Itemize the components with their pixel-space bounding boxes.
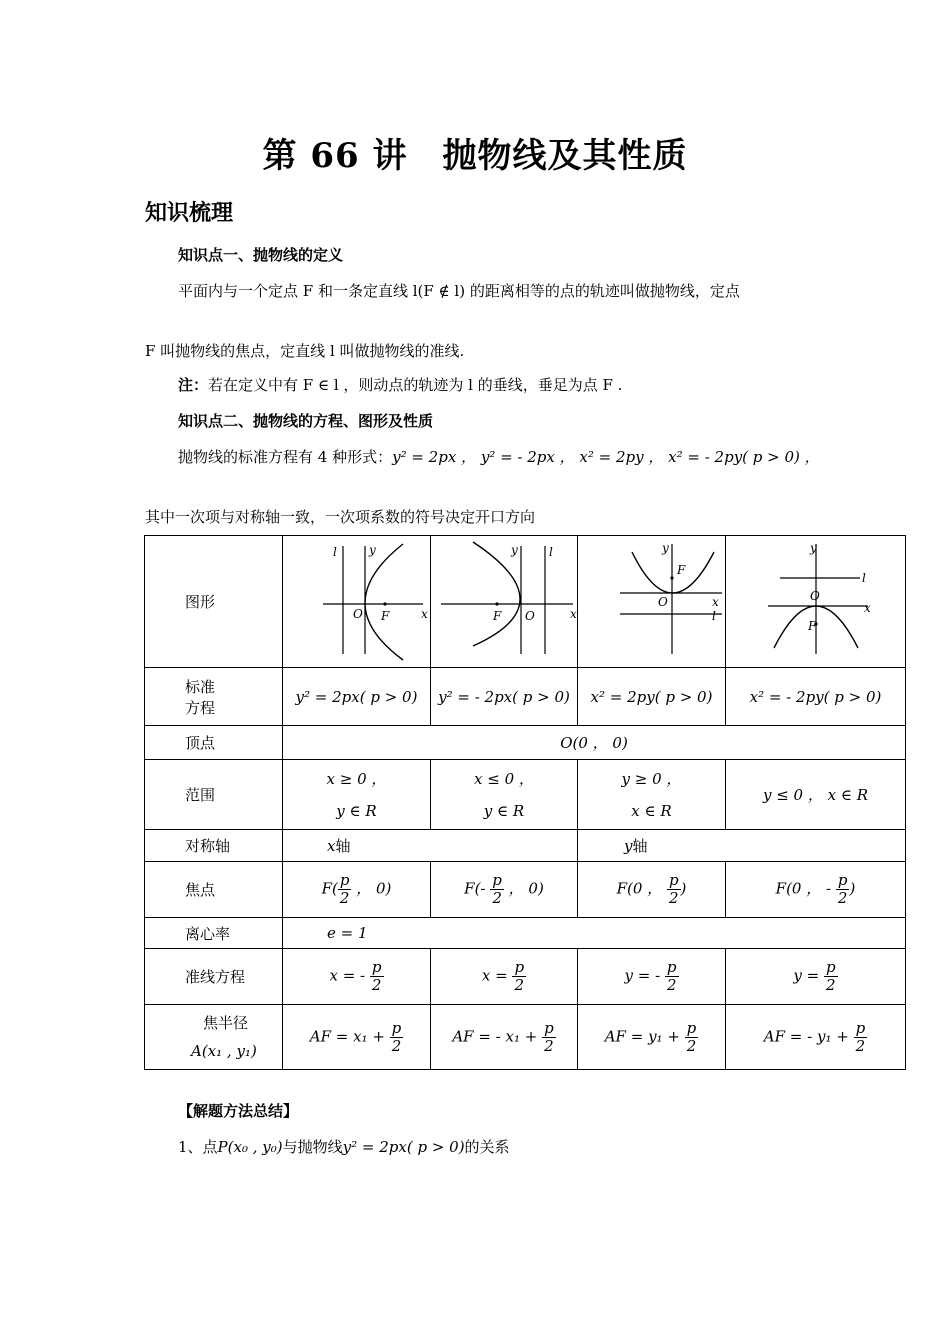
figure-left bbox=[431, 536, 578, 668]
vertex-value: O(0 ， 0) bbox=[283, 726, 906, 760]
directrix-right: x = - $\frac{p}{2}$ bbox=[283, 949, 431, 1005]
method-item-1: 1、点P(x₀ , y₀)与抛物线y² = 2px( p > 0)的关系 bbox=[178, 1138, 510, 1156]
label-vertex: 顶点 bbox=[145, 726, 283, 760]
fig4-l: l bbox=[862, 571, 866, 585]
fig1-l: l bbox=[333, 545, 337, 559]
fig2-l: l bbox=[549, 545, 553, 559]
row-axis bbox=[145, 830, 906, 862]
focus-up: F(0 ， $\frac{p}{2}$ ) bbox=[578, 862, 726, 918]
label-axis: 对称轴 bbox=[145, 830, 283, 862]
kp2-line1-prefix: 抛物线的标准方程有 4 种形式： bbox=[178, 448, 393, 466]
radius-left: AF = - x₁ + $\frac{p}{2}$ bbox=[431, 1005, 578, 1070]
parabola-up-figure bbox=[578, 536, 725, 663]
row-directrix bbox=[145, 949, 906, 1005]
label-eccentricity: 离心率 bbox=[145, 918, 283, 949]
radius-up: AF = y₁ + $\frac{p}{2}$ bbox=[578, 1005, 726, 1070]
fig3-f: F bbox=[677, 563, 686, 577]
fig2-o: O bbox=[525, 609, 535, 623]
row-eccentricity bbox=[145, 918, 906, 949]
row-focus bbox=[145, 862, 906, 918]
note-label: 注： bbox=[178, 376, 209, 394]
radius-right: AF = x₁ + $\frac{p}{2}$ bbox=[283, 1005, 431, 1070]
label-equation: 标准 方程 bbox=[145, 668, 283, 726]
kp2-line2: 其中一次项与对称轴一致，一次项系数的符号决定开口方向 bbox=[145, 508, 536, 526]
row-focal-radius bbox=[145, 1005, 906, 1070]
kp1-line2: F 叫抛物线的焦点，定直线 l 叫做抛物线的准线. bbox=[145, 342, 465, 360]
method-heading: 【解题方法总结】 bbox=[178, 1102, 299, 1120]
kp2-heading: 知识点二、抛物线的方程、图形及性质 bbox=[178, 412, 434, 430]
axis-y: y轴 bbox=[578, 830, 906, 862]
label-figure: 图形 bbox=[145, 536, 283, 668]
fig3-x: x bbox=[712, 595, 719, 609]
eq-left: y² = - 2px( p > 0) bbox=[431, 668, 578, 726]
label-range: 范围 bbox=[145, 760, 283, 830]
ecc-value: e = 1 bbox=[283, 918, 906, 949]
note-text: 若在定义中有 F ∈ l ，则动点的轨迹为 l 的垂线，垂足为点 F . bbox=[208, 376, 623, 394]
page-title: 第 66 讲 抛物线及其性质 bbox=[262, 136, 688, 176]
axis-x: x轴 bbox=[283, 830, 578, 862]
row-equation bbox=[145, 668, 906, 726]
label-focus: 焦点 bbox=[145, 862, 283, 918]
kp2-equations: y² = 2px ， y² = - 2px ， x² = 2py ， x² = - 2py( p > 0) ， bbox=[392, 448, 820, 466]
fig2-y: y bbox=[511, 543, 518, 557]
range-right: x ≥ 0 ， y ∈ R bbox=[283, 760, 431, 830]
parabola-left-figure bbox=[431, 536, 577, 663]
directrix-up: y = - $\frac{p}{2}$ bbox=[578, 949, 726, 1005]
fig3-y: y bbox=[662, 541, 669, 555]
label-directrix: 准线方程 bbox=[145, 949, 283, 1005]
fig1-f: F bbox=[381, 609, 390, 623]
kp1-note bbox=[178, 375, 622, 395]
figure-down bbox=[726, 536, 906, 668]
fig1-x: x bbox=[421, 607, 428, 621]
focus-left: F(- $\frac{p}{2}$ ， 0) bbox=[431, 862, 578, 918]
parabola-down-figure bbox=[726, 536, 905, 663]
property-table bbox=[144, 535, 906, 1070]
kp2-line1 bbox=[178, 447, 820, 467]
figure-up bbox=[578, 536, 726, 668]
fig2-f: F bbox=[493, 609, 502, 623]
fig4-o: O bbox=[810, 589, 820, 603]
kp1-heading: 知识点一、抛物线的定义 bbox=[178, 246, 344, 264]
radius-down: AF = - y₁ + $\frac{p}{2}$ bbox=[726, 1005, 906, 1070]
row-range bbox=[145, 760, 906, 830]
focus-right: F( $\frac{p}{2}$ ， 0) bbox=[283, 862, 431, 918]
range-down: y ≤ 0 ， x ∈ R bbox=[726, 760, 906, 830]
fig4-f: F bbox=[808, 619, 817, 633]
figure-right bbox=[283, 536, 431, 668]
fig1-o: O bbox=[353, 607, 363, 621]
label-focal-radius: 焦半径 A(x₁ , y₁) bbox=[145, 1005, 283, 1070]
fig3-o: O bbox=[658, 595, 668, 609]
fig1-y: y bbox=[369, 543, 376, 557]
focus-down: F(0 ， - $\frac{p}{2}$ ) bbox=[726, 862, 906, 918]
range-up: y ≥ 0 ， x ∈ R bbox=[578, 760, 726, 830]
fig4-x: x bbox=[864, 601, 871, 615]
kp1-line1: 平面内与一个定点 F 和一条定直线 l(F ∉ l) 的距离相等的点的轨迹叫做抛物线，定点 bbox=[178, 282, 740, 300]
eq-right: y² = 2px( p > 0) bbox=[283, 668, 431, 726]
row-figure bbox=[145, 536, 906, 668]
parabola-right-figure bbox=[283, 536, 430, 663]
section-heading: 知识梳理 bbox=[145, 200, 234, 226]
eq-up: x² = 2py( p > 0) bbox=[578, 668, 726, 726]
fig4-y: y bbox=[810, 541, 817, 555]
directrix-down: y = $\frac{p}{2}$ bbox=[726, 949, 906, 1005]
fig2-x: x bbox=[570, 607, 577, 621]
directrix-left: x = $\frac{p}{2}$ bbox=[431, 949, 578, 1005]
range-left: x ≤ 0 ， y ∈ R bbox=[431, 760, 578, 830]
eq-down: x² = - 2py( p > 0) bbox=[726, 668, 906, 726]
fig3-l: l bbox=[712, 609, 716, 623]
row-vertex bbox=[145, 726, 906, 760]
